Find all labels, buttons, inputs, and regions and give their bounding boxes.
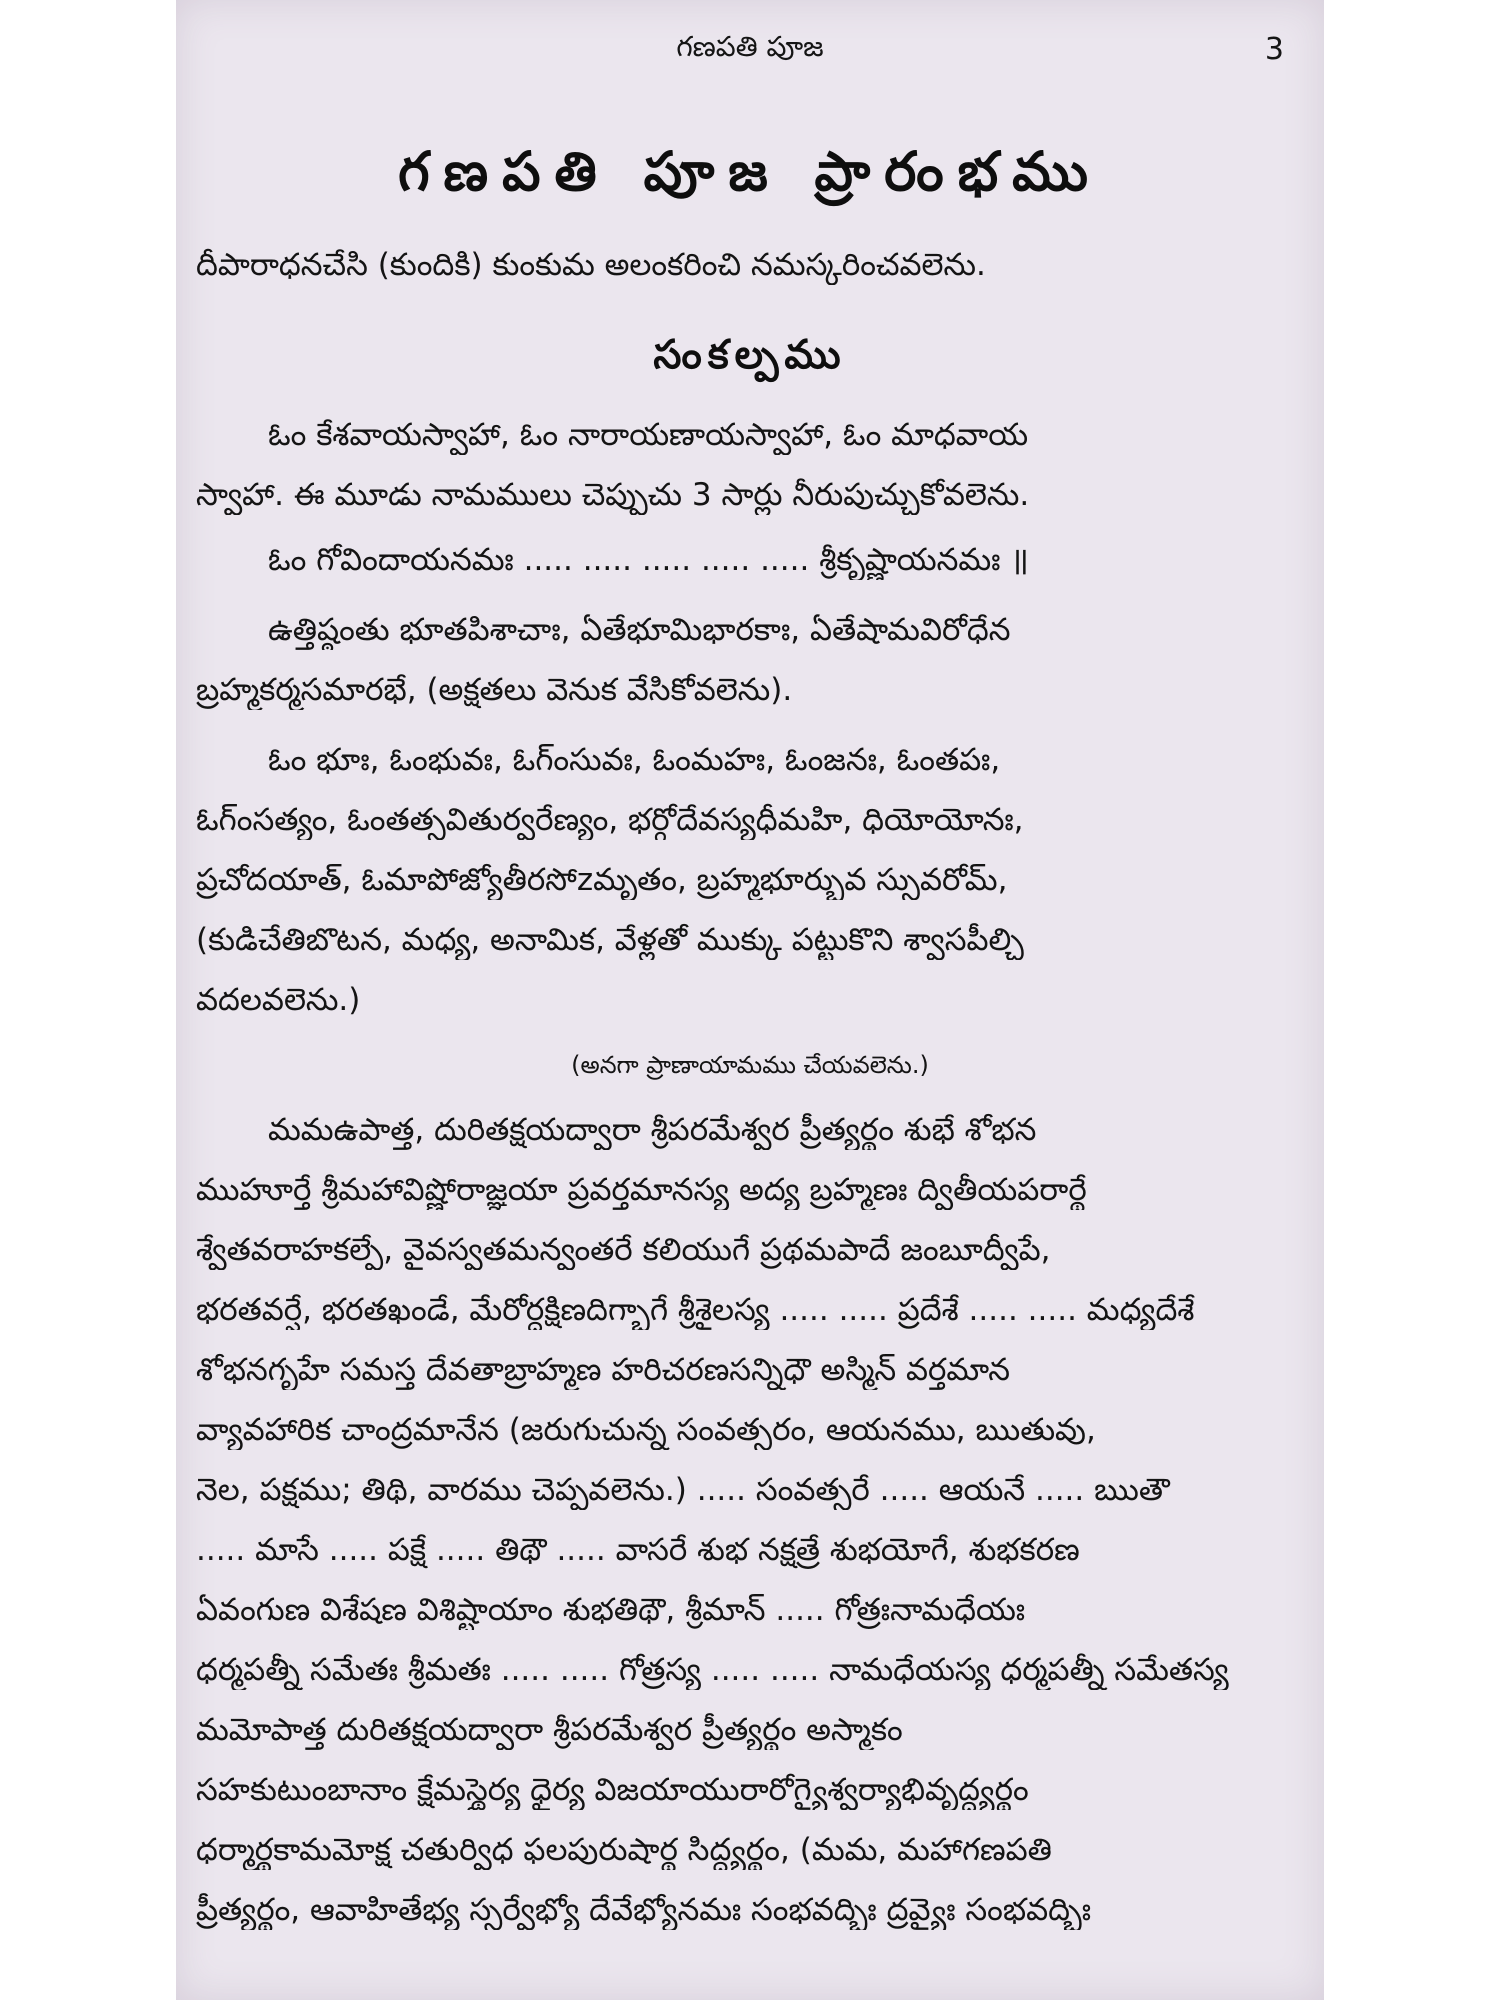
text-line: ఓం భూః, ఓంభువః, ఓగ్ంసువః, ఓంమహః, ఓంజనః, ఓంతపః,: [268, 742, 1001, 778]
text-line: వ్యావహారిక చాంద్రమానేన (జరుగుచున్న సంవత్సరం, ఆయనము, ఋతువు,: [196, 1412, 1096, 1448]
page-number: 3: [1264, 32, 1284, 67]
text-line: (కుడిచేతిబొటన, మధ్య, అనామిక, వేళ్లతో ముక్కు పట్టుకొని శ్వాసపీల్చి: [196, 922, 1024, 958]
text-line: ప్రీత్యర్థం, ఆవాహితేభ్య స్సర్వేభ్యో దేవేభ్యోనమః సంభవద్భిః ద్రవ్యైః సంభవద్భిః: [196, 1892, 1092, 1928]
text-line: భరతవర్షే, భరతఖండే, మేరోర్దక్షిణదిగ్భాగే శ్రీశైలస్య ..... ..... ప్రదేశే ..... ..... మధ్యదేశే: [196, 1292, 1195, 1328]
book-page: [176, 0, 1324, 2000]
text-line: నెల, పక్షము; తిథి, వారము చెప్పవలెను.) ..... సంవత్సరే ..... ఆయనే ..... ఋతౌ: [196, 1472, 1170, 1508]
text-line: ఏవంగుణ విశేషణ విశిష్టాయాం శుభతిథౌ, శ్రీమాన్ ..... గోత్రఃనామధేయః: [196, 1592, 1026, 1628]
text-line: ధర్మపత్నీ సమేతః శ్రీమతః ..... ..... గోత్రస్య ..... ..... నామధేయస్య ధర్మపత్నీ సమేతస్య: [196, 1652, 1229, 1688]
text-line: శ్వేతవరాహకల్పే, వైవస్వతమన్వంతరే కలియుగే ప్రథమపాదే జంబూద్వీపే,: [196, 1232, 1051, 1268]
text-line: ..... మాసే ..... పక్షే ..... తిథౌ ..... వాసరే శుభ నక్షత్రే శుభయోగే, శుభకరణ: [196, 1532, 1080, 1568]
text-line: సహకుటుంబానాం క్షేమస్థైర్య ధైర్య విజయాయురారోగ్యైశ్వర్యాభివృద్ధ్యర్థం: [196, 1772, 1029, 1808]
note-line: (అనగా ప్రాణాయామము చేయవలెను.): [571, 1051, 929, 1079]
intro-line: దీపారాధనచేసి (కుందికి) కుంకుమ అలంకరించి నమస్కరించవలెను.: [196, 247, 986, 283]
text-line: ముహూర్తే శ్రీమహావిష్ణోరాజ్ఞయా ప్రవర్తమానస్య అద్య బ్రహ్మణః ద్వితీయపరార్థే: [196, 1172, 1087, 1208]
section-subtitle: సంకల్పము: [653, 332, 847, 378]
text-line: వదలవలెను.): [196, 982, 361, 1018]
text-line: మమఉపాత్త, దురితక్షయద్వారా శ్రీపరమేశ్వర ప్రీత్యర్థం శుభే శోభన: [268, 1112, 1037, 1148]
text-line: ఉత్తిష్ఠంతు భూతపిశాచాః, ఏతేభూమిభారకాః, ఏతేషామవిరోధేన: [268, 612, 1011, 648]
text-line: ధర్మార్థకామమోక్ష చతుర్విధ ఫలపురుషార్థ సిద్ధ్యర్థం, (మమ, మహాగణపతి: [196, 1832, 1052, 1868]
text-line: ఓగ్ంసత్యం, ఓంతత్సవితుర్వరేణ్యం, భర్గోదేవస్యధీమహి, ధియోయోనః,: [196, 802, 1024, 838]
text-line: ప్రచోదయాత్, ఓమాపోజ్యోతీరసోzమృతం, బ్రహ్మభూర్భువ స్సువరోమ్,: [196, 862, 1008, 898]
text-line: స్వాహా. ఈ మూడు నామములు చెప్పుచు 3 సార్లు నీరుపుచ్చుకోవలెను.: [196, 477, 1030, 513]
text-line: ఓం గోవిందాయనమః ..... ..... ..... ..... ..... శ్రీకృష్ణాయనమః ॥: [268, 542, 1029, 578]
running-title: గణపతి పూజ: [676, 30, 824, 63]
text-line: బ్రహ్మకర్మసమారభే, (అక్షతలు వెనుక వేసికోవలెను).: [196, 672, 793, 708]
text-line: మమోపాత్త దురితక్షయద్వారా శ్రీపరమేశ్వర ప్రీత్యర్థం అస్మాకం: [196, 1712, 903, 1748]
text-line: శోభనగృహే సమస్త దేవతాబ్రాహ్మణ హరిచరణసన్నిధౌ అస్మిన్ వర్తమాన: [196, 1352, 1010, 1388]
chapter-title: గణపతి పూజ ప్రారంభము: [398, 140, 1102, 203]
text-line: ఓం కేశవాయస్వాహా, ఓం నారాయణాయస్వాహా, ఓం మాధవాయ: [268, 417, 1029, 453]
